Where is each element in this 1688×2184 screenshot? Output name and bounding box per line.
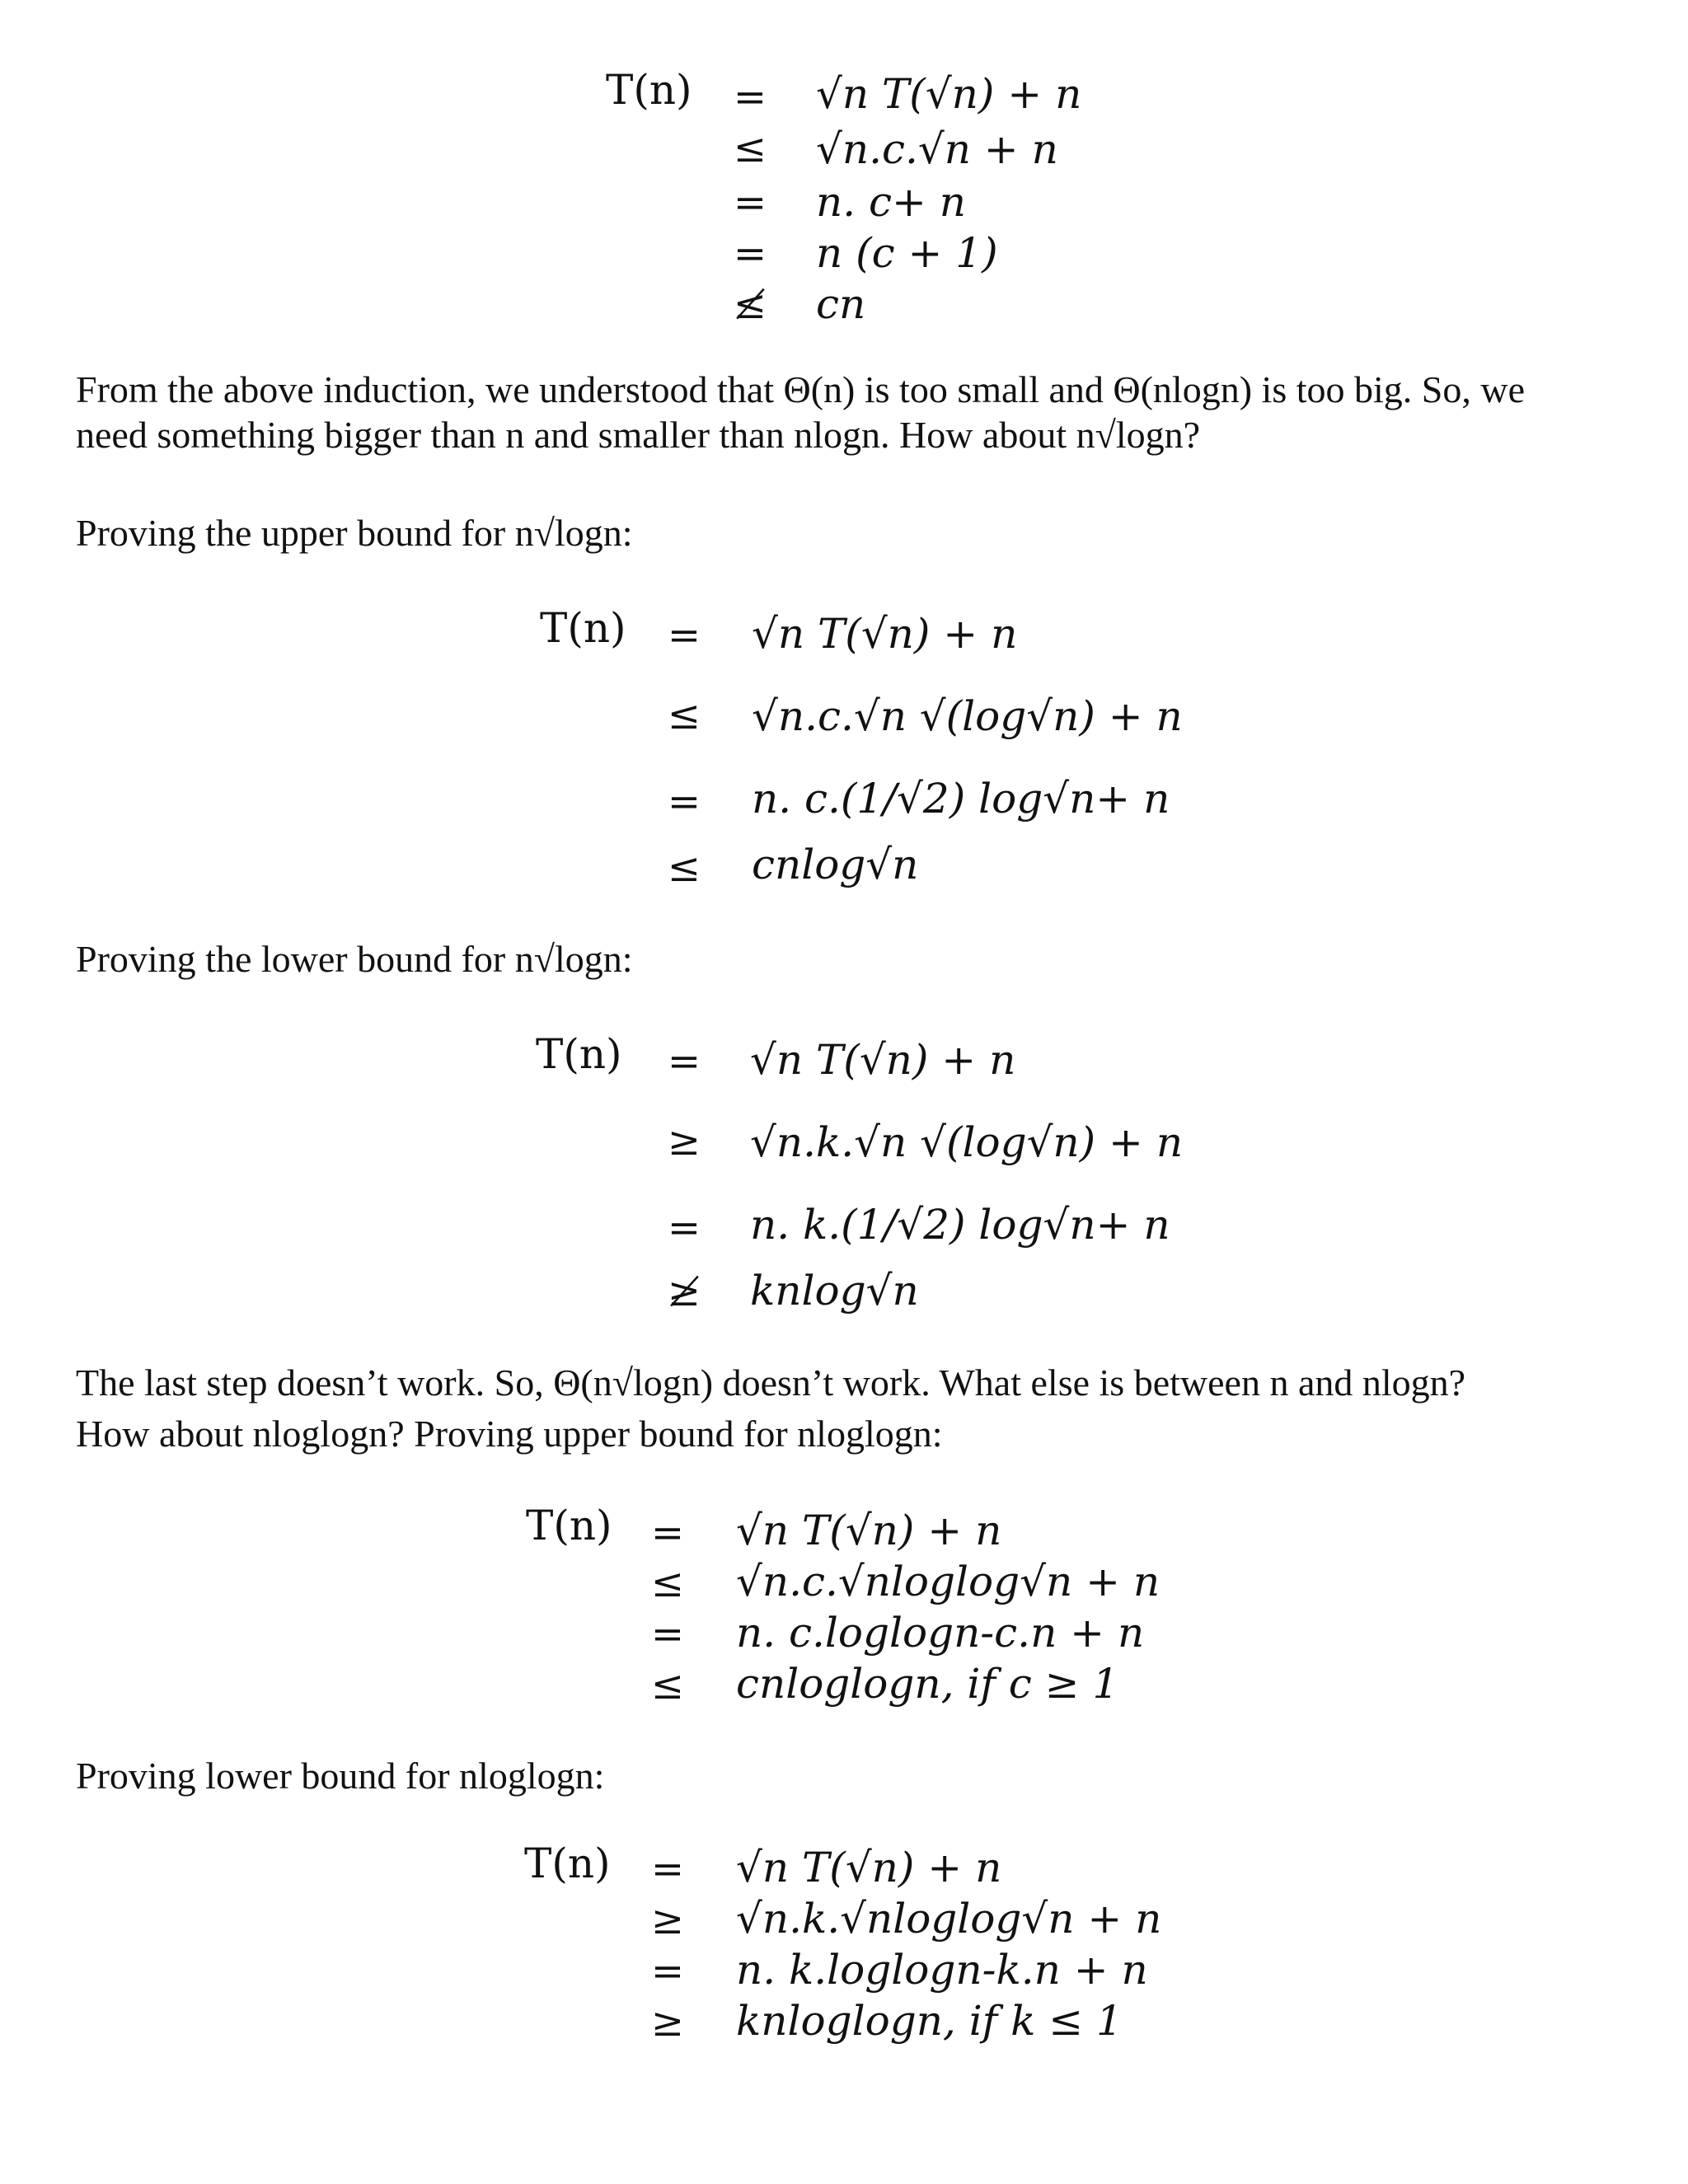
block4-expr-1: √n T(√n) + n	[736, 1507, 1002, 1554]
block5-rel-4: ≥	[650, 1999, 685, 2046]
block4-rel-4: ≤	[650, 1662, 685, 1708]
block5-expr-4: knloglogn, if k ≤ 1	[736, 1997, 1123, 2045]
paragraph-1-line-2: need something bigger than n and smaller than nlogn. How about n√logn?	[76, 414, 1201, 456]
block1-rel-5: ≰	[733, 282, 767, 328]
block5-expr-3: n. k.loglogn-k.n + n	[736, 1946, 1148, 1994]
block3-rel-3: =	[667, 1205, 701, 1251]
block1-rel-2: ≤	[733, 125, 767, 171]
heading-lower-bound-loglog: Proving lower bound for nloglogn:	[76, 1755, 605, 1797]
block5-rel-1: =	[650, 1846, 685, 1892]
block2-rel-4: ≤	[667, 845, 701, 891]
block4-expr-4: cnloglogn, if c ≥ 1	[736, 1660, 1119, 1708]
block3-expr-3: n. k.(1/√2) log√n+ n	[750, 1201, 1170, 1249]
block4-expr-2: √n.c.√nloglog√n + n	[736, 1558, 1160, 1605]
heading-upper-bound-sqrt: Proving the upper bound for n√logn:	[76, 512, 633, 554]
block1-expr-5: cn	[816, 280, 866, 328]
block3-lhs: T(n)	[536, 1030, 622, 1078]
block2-rel-1: =	[667, 612, 701, 658]
block5-rel-3: =	[650, 1948, 685, 1994]
block1-rel-4: =	[733, 231, 767, 277]
block5-expr-2: √n.k.√nloglog√n + n	[736, 1895, 1162, 1943]
block4-rel-3: =	[650, 1611, 685, 1657]
block1-lhs: T(n)	[606, 66, 692, 114]
block3-expr-4: knlog√n	[750, 1267, 919, 1315]
block1-expr-3: n. c+ n	[816, 178, 966, 226]
block2-rel-3: =	[667, 779, 701, 825]
block3-rel-1: =	[667, 1038, 701, 1085]
block3-expr-2: √n.k.√n √(log√n) + n	[750, 1118, 1184, 1166]
block2-expr-2: √n.c.√n √(log√n) + n	[752, 692, 1183, 740]
block3-rel-2: ≥	[667, 1118, 701, 1165]
block5-expr-1: √n T(√n) + n	[736, 1844, 1002, 1891]
paragraph-2-line-2: How about nloglogn? Proving upper bound for nloglogn:	[76, 1413, 943, 1455]
block3-expr-1: √n T(√n) + n	[750, 1036, 1016, 1084]
block4-rel-1: =	[650, 1510, 685, 1556]
block3-rel-4: ≱	[667, 1269, 701, 1315]
block5-lhs: T(n)	[524, 1840, 611, 1887]
block2-expr-4: cnlog√n	[752, 841, 919, 888]
block4-rel-2: ≤	[650, 1560, 685, 1606]
heading-lower-bound-sqrt: Proving the lower bound for n√logn:	[76, 938, 633, 980]
block4-expr-3: n. c.loglogn-c.n + n	[736, 1609, 1145, 1657]
block5-rel-2: ≥	[650, 1897, 685, 1943]
block1-rel-1: =	[733, 74, 767, 120]
block4-lhs: T(n)	[526, 1502, 612, 1549]
block2-lhs: T(n)	[540, 604, 626, 652]
block2-expr-1: √n T(√n) + n	[752, 610, 1018, 658]
block2-rel-2: ≤	[667, 692, 701, 738]
block2-expr-3: n. c.(1/√2) log√n+ n	[752, 775, 1170, 823]
block1-expr-1: √n T(√n) + n	[816, 70, 1082, 118]
paragraph-2-line-1: The last step doesn’t work. So, Θ(n√logn) doesn’t work. What else is between n and nlogn?	[76, 1361, 1466, 1404]
paragraph-1-line-1: From the above induction, we understood that Θ(n) is too small and Θ(nlogn) is too big. So, we	[76, 368, 1525, 410]
block1-rel-3: =	[733, 180, 767, 226]
block1-expr-2: √n.c.√n + n	[816, 125, 1058, 173]
block1-expr-4: n (c + 1)	[816, 229, 998, 277]
